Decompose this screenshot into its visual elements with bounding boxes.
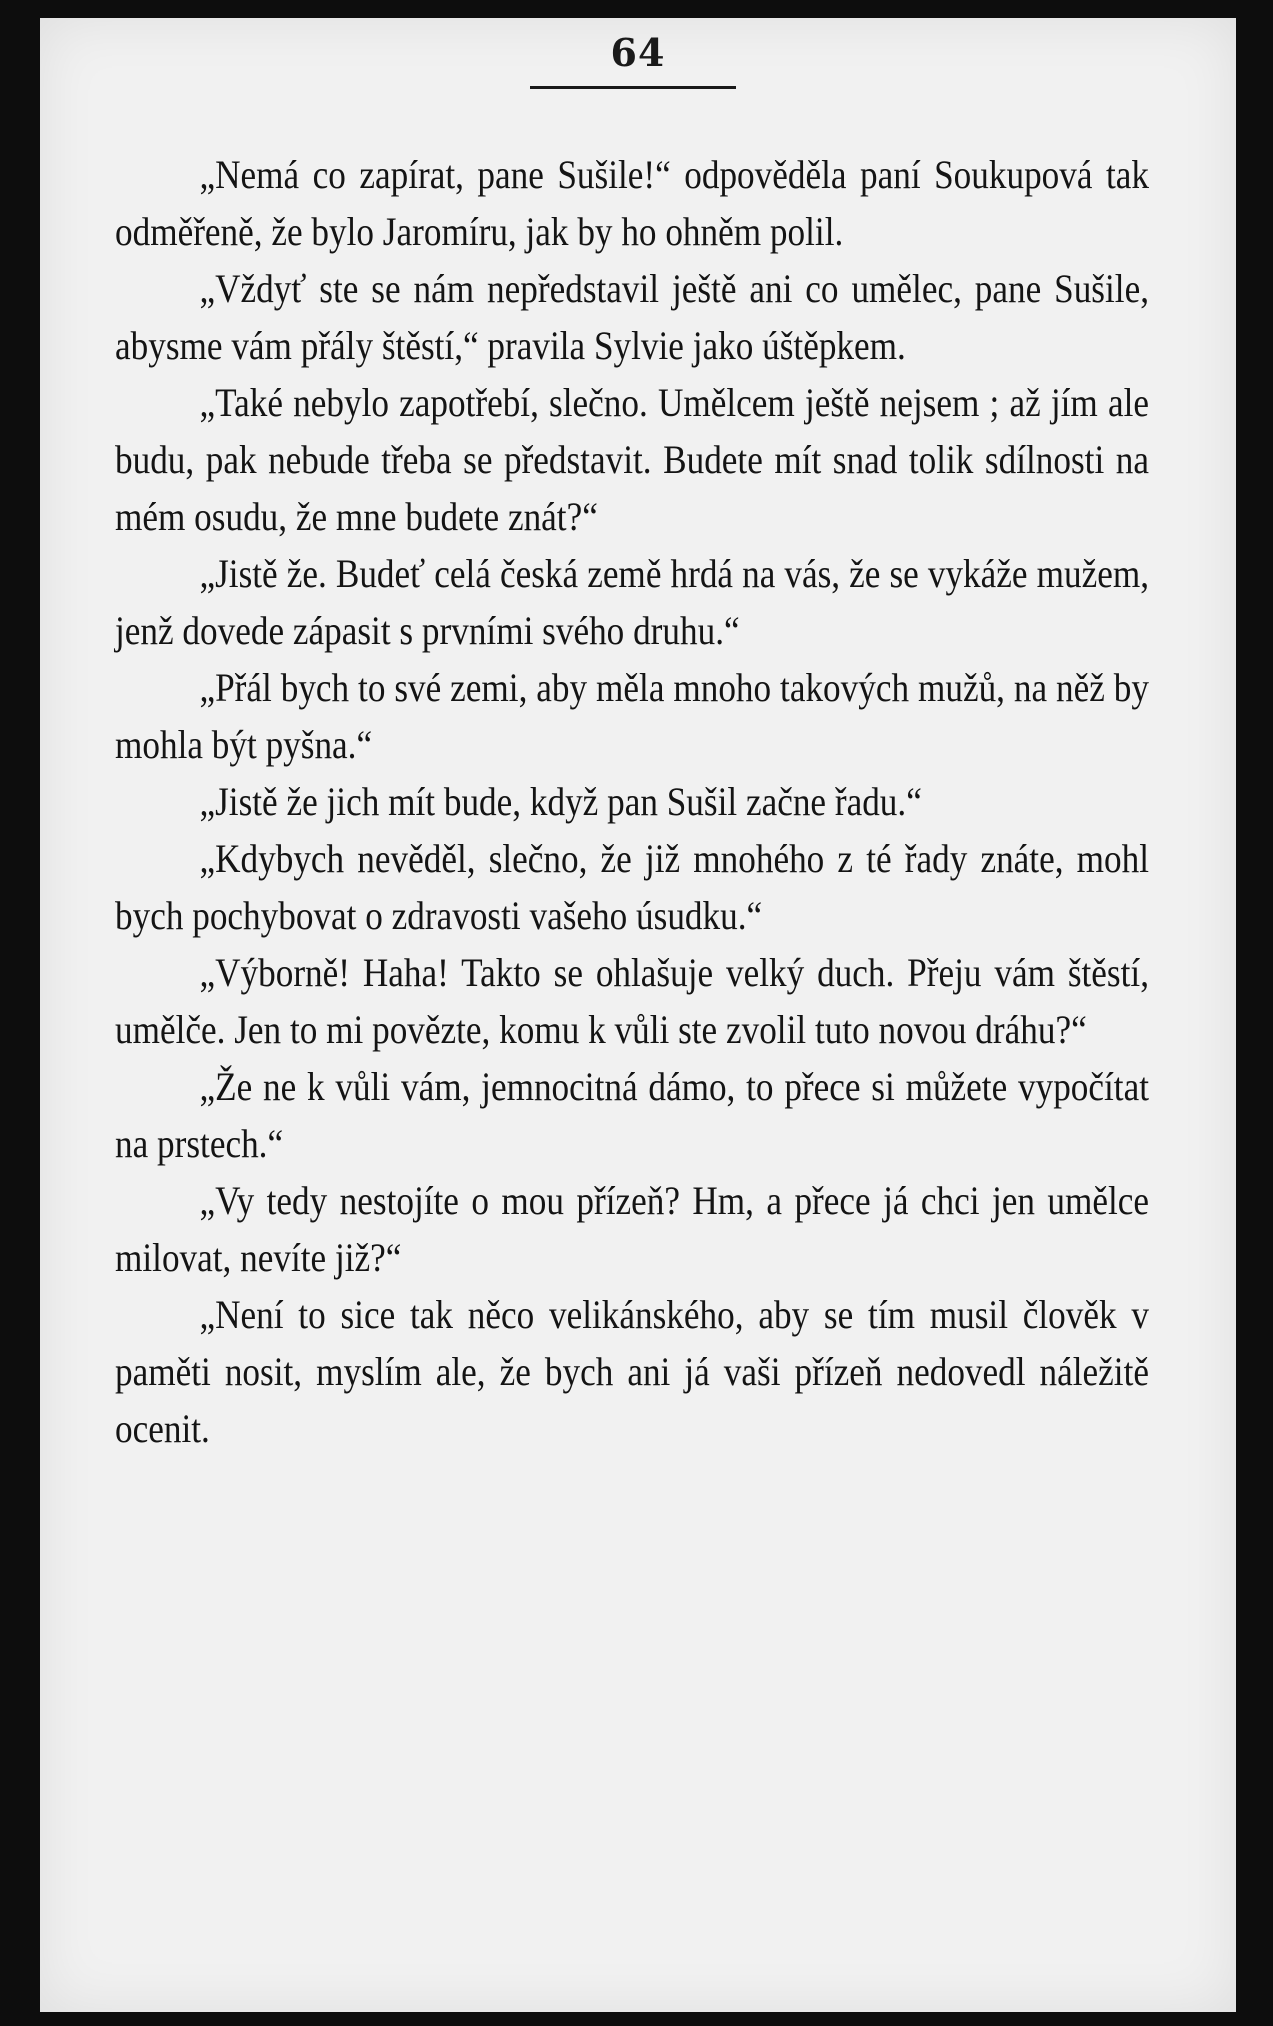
- paragraph-4: „Jistě že. Budeť celá česká země hrdá na vás, že se vykáže mužem, jenž dovede zápasit s prvními svého druhu.“: [115, 551, 1150, 653]
- paragraph-11: „Není to sice tak něco velikánského, aby se tím musil člověk v paměti nosit, myslím ale, že bych ani já vaši přízeň nedovedl náležitě ocenit.: [115, 1292, 1150, 1451]
- paragraph-2: „Vždyť ste se nám nepředstavil ještě ani co umělec, pane Sušile, abysme vám přály štěstí,“ pravila Sylvie jako úštěpkem.: [115, 266, 1150, 368]
- paragraph-6: „Jistě že jich mít bude, když pan Sušil začne řadu.“: [199, 779, 922, 824]
- paragraph-5: „Přál bych to své zemi, aby měla mnoho takových mužů, na něž by mohla být pyšna.“: [115, 665, 1150, 767]
- paragraph-3: „Také nebylo zapotřebí, slečno. Umělcem ještě nejsem ; až jím ale budu, pak nebude třeba se představit. Budete mít snad tolik sdílnosti na mém osudu, že mne budete znát?“: [115, 380, 1150, 539]
- paragraph-8: „Výborně! Haha! Takto se ohlašuje velký duch. Přeju vám štěstí, umělče. Jen to mi povězte, komu k vůli ste zvolil tuto novou dráhu?“: [115, 950, 1150, 1052]
- paragraph-7: „Kdybych nevěděl, slečno, že již mnohého z té řady znáte, mohl bych pochybovat o zdravosti vašeho úsudku.“: [115, 836, 1150, 938]
- paragraph-9: „Že ne k vůli vám, jemnocitná dámo, to přece si můžete vypočítat na prstech.“: [115, 1064, 1150, 1166]
- paragraph-1: „Nemá co zapírat, pane Sušile!“ odpověděla paní Soukupová tak odměřeně, že bylo Jaromíru, jak by ho ohněm polil.: [115, 152, 1150, 254]
- page-number: 64: [610, 30, 666, 75]
- body-text: [115, 146, 1149, 1457]
- header-rule: [530, 86, 736, 89]
- book-page: [40, 18, 1236, 2012]
- paragraph-10: „Vy tedy nestojíte o mou přízeň? Hm, a přece já chci jen umělce milovat, nevíte již?“: [115, 1178, 1150, 1280]
